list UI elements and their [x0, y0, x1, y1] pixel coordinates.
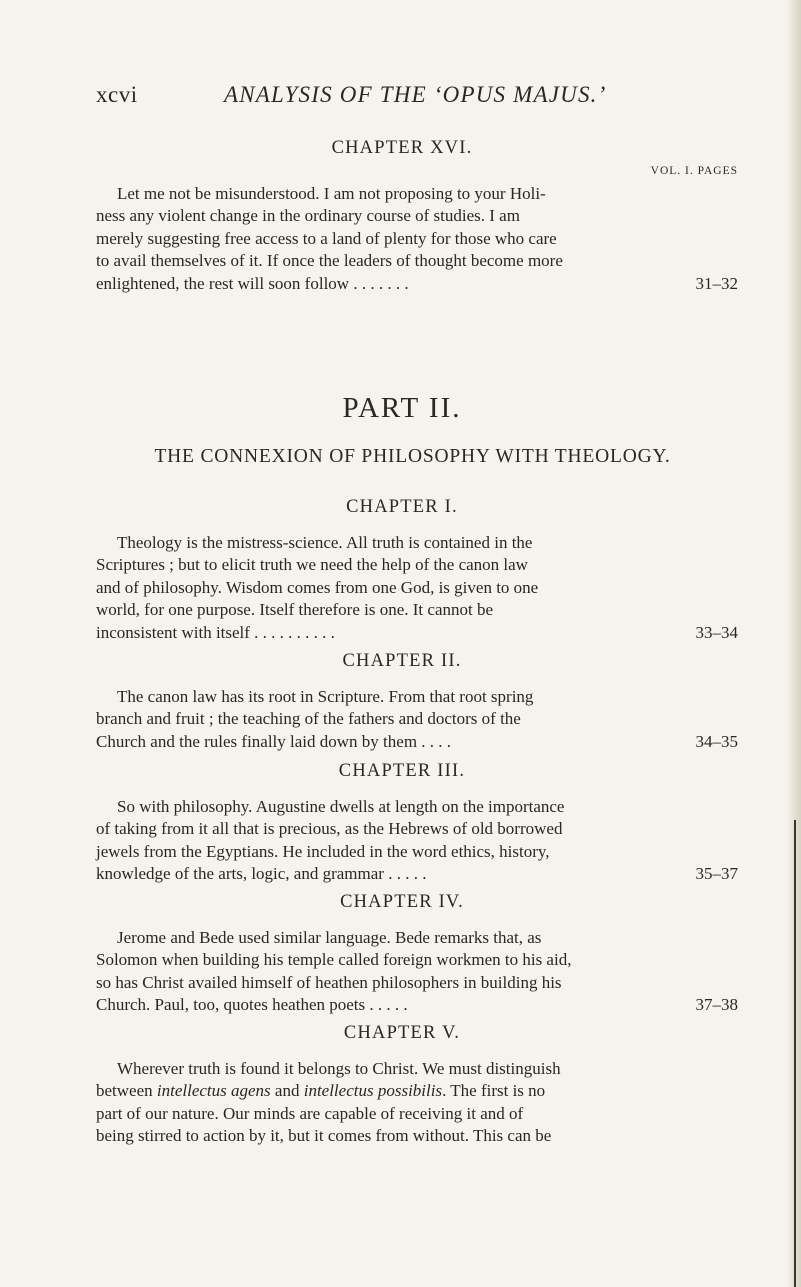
text-line: so has Christ availed himself of heathen philosophers in building his — [96, 972, 562, 992]
text-line: knowledge of the arts, logic, and grammar . . . . . — [96, 864, 427, 884]
latin-term: intellectus agens — [156, 1081, 271, 1101]
text-line: enlightened, the rest will soon follow . . . . . . . — [96, 273, 409, 293]
text-line: Let me not be misunderstood. I am not proposing to your Holi- — [117, 184, 546, 203]
text-line: Jerome and Bede used similar language. Bede remarks that, as — [117, 928, 542, 947]
chapter-xvi-heading: CHAPTER XVI. — [331, 138, 473, 158]
text-line: to avail themselves of it. If once the leaders of thought become more — [96, 251, 563, 271]
part-subtitle: THE CONNEXION OF PHILOSOPHY WITH THEOLOGY. — [154, 446, 671, 467]
page-reference: 35–37 — [695, 864, 738, 884]
text-line-with-pages — [96, 622, 736, 644]
chapter-iv-heading: CHAPTER IV. — [340, 892, 464, 912]
text-line: and of philosophy. Wisdom comes from one God, is given to one — [96, 577, 539, 597]
page-reference: 33–34 — [695, 622, 738, 642]
text-line: Theology is the mistress-science. All truth is contained in the — [117, 533, 533, 552]
part-title: PART II. — [342, 392, 462, 424]
text-line-mixed — [96, 1080, 736, 1102]
chapter-v-heading: CHAPTER V. — [343, 1023, 461, 1043]
text-line: Scriptures ; but to elicit truth we need the help of the canon law — [96, 555, 528, 575]
text-line-with-pages — [96, 994, 736, 1016]
latin-term: intellectus possibilis — [303, 1081, 443, 1101]
text-line: Solomon when building his temple called foreign workmen to his aid, — [96, 950, 572, 970]
chapter-ii-heading: CHAPTER II. — [342, 651, 462, 671]
text-line-with-pages — [96, 273, 736, 295]
page-edge-rule — [794, 820, 796, 1287]
text-line: ness any violent change in the ordinary course of studies. I am — [96, 206, 520, 226]
chapter-iii-heading: CHAPTER III. — [338, 761, 466, 781]
chapter-v-text — [96, 1058, 736, 1148]
text-line: Wherever truth is found it belongs to Christ. We must distinguish — [117, 1059, 561, 1078]
text-fragment: and — [270, 1081, 304, 1101]
chapter-i-text — [96, 532, 736, 644]
chapter-i-heading: CHAPTER I. — [346, 497, 458, 517]
text-line: The canon law has its root in Scripture. From that root spring — [117, 687, 534, 706]
chapter-xvi-text — [96, 183, 736, 295]
text-line: merely suggesting free access to a land of plenty for those who care — [96, 228, 557, 248]
text-line: part of our nature. Our minds are capable of receiving it and of — [96, 1103, 524, 1123]
page-reference: 37–38 — [695, 995, 738, 1015]
text-line-with-pages — [96, 863, 736, 885]
running-title: ANALYSIS OF THE ‘OPUS MAJUS.’ — [224, 82, 607, 107]
page-reference: 34–35 — [695, 731, 738, 751]
text-line: jewels from the Egyptians. He included in the word ethics, history, — [96, 841, 550, 861]
text-line: branch and fruit ; the teaching of the fathers and doctors of the — [96, 709, 521, 729]
page-reference: 31–32 — [695, 273, 738, 293]
pages-column-label: VOL. I. PAGES — [650, 165, 738, 177]
text-line-with-pages — [96, 731, 736, 753]
running-head — [96, 82, 736, 112]
text-line: inconsistent with itself . . . . . . . . . . — [96, 622, 335, 642]
page-number: xcvi — [96, 82, 138, 107]
text-fragment: . The first is no — [442, 1081, 546, 1101]
text-fragment: between — [96, 1081, 157, 1101]
text-line: Church and the rules finally laid down by them . . . . — [96, 731, 452, 751]
chapter-ii-text — [96, 686, 736, 753]
chapter-iv-text — [96, 927, 736, 1017]
text-line: world, for one purpose. Itself therefore is one. It cannot be — [96, 600, 494, 620]
chapter-iii-text — [96, 796, 736, 886]
text-line: So with philosophy. Augustine dwells at length on the importance — [117, 797, 565, 816]
text-line: being stirred to action by it, but it comes from without. This can be — [96, 1126, 552, 1146]
text-line: Church. Paul, too, quotes heathen poets . . . . . — [96, 995, 408, 1015]
text-line: of taking from it all that is precious, as the Hebrews of old borrowed — [96, 819, 563, 839]
